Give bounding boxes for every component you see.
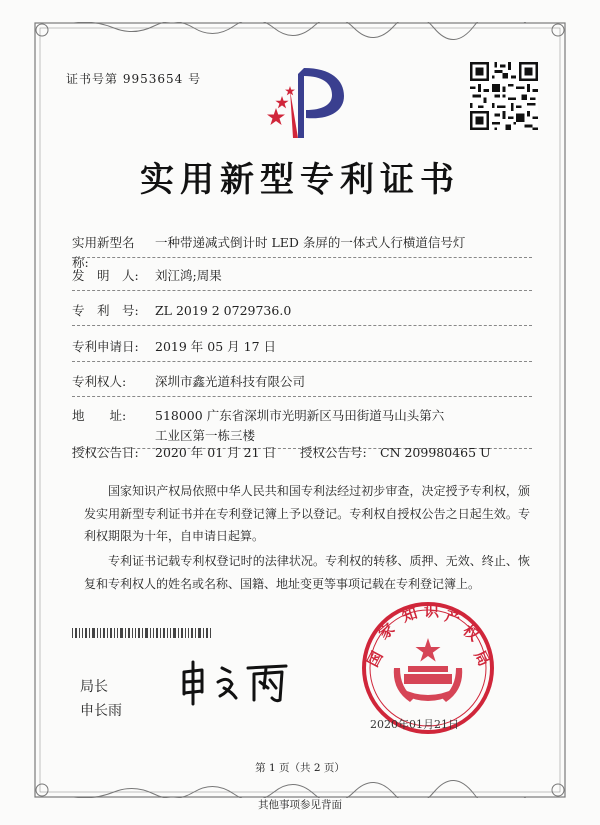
svg-text:国: 国: [363, 648, 387, 670]
certificate-number-suffix: 号: [188, 72, 202, 86]
certificate-number-value: 9953654: [122, 72, 184, 86]
divider: [72, 257, 532, 258]
svg-text:局: 局: [470, 647, 494, 670]
field-label: 实用新型名称:: [72, 235, 135, 270]
qr-code-icon: [470, 62, 538, 130]
divider: [72, 290, 532, 291]
signatory-name: 申长雨: [80, 703, 122, 719]
svg-text:家: 家: [375, 619, 399, 644]
field-value: 2020 年 01 月 21 日: [155, 445, 276, 460]
divider: [72, 396, 532, 397]
svg-text:产: 产: [442, 606, 463, 629]
svg-text:权: 权: [459, 621, 483, 645]
field-label: 授权公告日:: [72, 445, 139, 460]
field-value: 2019 年 05 月 17 日: [155, 339, 276, 354]
field-value: 刘江鸿;周果: [155, 268, 222, 283]
divider: [72, 325, 532, 326]
certificate-number: [66, 70, 201, 87]
cnipa-logo-icon: [246, 60, 356, 140]
field-value: 深圳市鑫光道科技有限公司: [155, 374, 306, 389]
footer-note: 其他事项参见背面: [258, 799, 342, 811]
field-value: CN 209980465 U: [380, 445, 491, 460]
field-label: 地 址:: [72, 408, 127, 423]
field-value: 一种带递减式倒计时 LED 条屏的一体式人行横道信号灯: [155, 235, 466, 250]
certificate-number-label: 证书号第: [66, 72, 119, 86]
body-paragraph-2: 专利证书记载专利权登记时的法律状况。专利权的转移、质押、无效、终止、恢复和专利权人的姓名或名称、国籍、地址变更等事项记载在专利登记簿上。: [84, 554, 530, 591]
handwritten-signature: [176, 658, 296, 708]
page-number: 第 1 页（共 2 页）: [255, 762, 345, 774]
field-label: 专 利 号:: [72, 303, 139, 318]
field-value: 518000 广东省深圳市光明新区马田街道马山头第六工业区第一栋三楼: [155, 408, 445, 443]
decorative-barcode: [72, 628, 212, 638]
svg-text:识: 识: [424, 602, 440, 620]
body-paragraph-1: 国家知识产权局依照中华人民共和国专利法经过初步审查，决定授予专利权，颁发实用新型专利证书并在专利登记簿上予以登记。专利权自授权公告之日起生效。专利权期限为十年，自申请日起算。: [84, 484, 530, 543]
seal-date: 2020年01月21日: [370, 718, 459, 731]
field-label: 专利权人:: [72, 374, 127, 389]
signatory-title: 局长: [80, 679, 108, 695]
field-label: 专利申请日:: [72, 339, 139, 354]
field-value: ZL 2019 2 0729736.0: [155, 303, 292, 318]
svg-text:知: 知: [399, 604, 420, 626]
divider: [72, 361, 532, 362]
field-label: 授权公告号:: [300, 445, 367, 460]
field-label: 发 明 人:: [72, 268, 139, 283]
page-title: 实用新型专利证书: [140, 160, 460, 200]
